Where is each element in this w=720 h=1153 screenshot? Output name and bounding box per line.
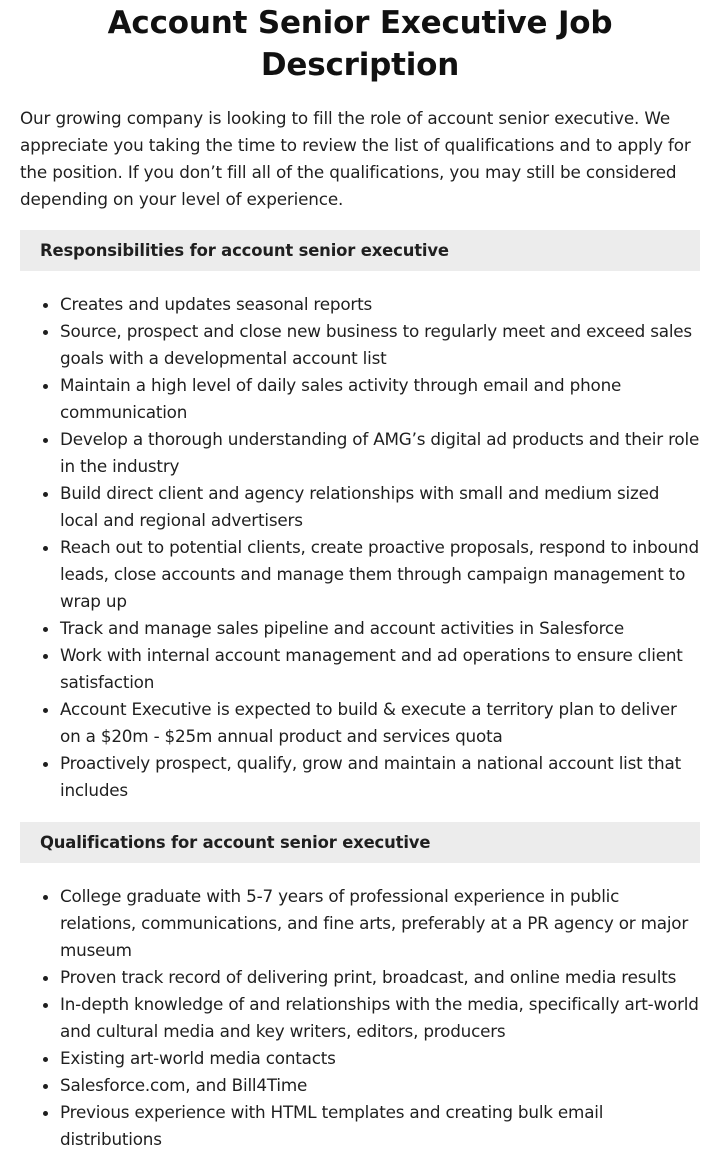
list-item: • Build direct client and agency relationships with small and medium sized local and regional advertisers [60,480,700,534]
list-item: • Develop a thorough understanding of AMG’s digital ad products and their role in the industry [60,426,700,480]
responsibilities-heading: Responsibilities for account senior executive [20,230,700,271]
list-item: • Previous experience with HTML templates and creating bulk email distributions [60,1099,700,1153]
list-item: • Proactively prospect, qualify, grow and maintain a national account list that includes [60,750,700,804]
list-item: • Account Executive is expected to build & execute a territory plan to deliver on a $20m - $25m annual product and services quota [60,696,700,750]
list-item: • In-depth knowledge of and relationships with the media, specifically art-world and cultural media and key writers, editors, producers [60,991,700,1045]
qualifications-list [20,883,700,1153]
list-item: • Maintain a high level of daily sales activity through email and phone communication [60,372,700,426]
list-item: • Existing art-world media contacts [60,1045,700,1072]
page-title: Account Senior Executive Job Description [107,5,613,83]
list-item: • Source, prospect and close new business to regularly meet and exceed sales goals with a developmental account list [60,318,700,372]
list-item: • Track and manage sales pipeline and account activities in Salesforce [60,615,700,642]
list-item: • Proven track record of delivering print, broadcast, and online media results [60,964,700,991]
list-item: • College graduate with 5-7 years of professional experience in public relations, communications, and fine arts, preferably at a PR agency or major museum [60,883,700,964]
list-item: • Reach out to potential clients, create proactive proposals, respond to inbound leads, close accounts and manage them through campaign management to wrap up [60,534,700,615]
list-item: • Creates and updates seasonal reports [60,291,700,318]
responsibilities-list [20,291,700,804]
qualifications-heading: Qualifications for account senior executive [20,822,700,863]
intro-paragraph: Our growing company is looking to fill the role of account senior executive. We appreciate you taking the time to review the list of qualifications and to apply for the position. If you don’t fill all of the qualifications, you may still be considered depending on your level of experience. [20,108,691,209]
list-item: • Work with internal account management and ad operations to ensure client satisfaction [60,642,700,696]
list-item: • Salesforce.com, and Bill4Time [60,1072,700,1099]
